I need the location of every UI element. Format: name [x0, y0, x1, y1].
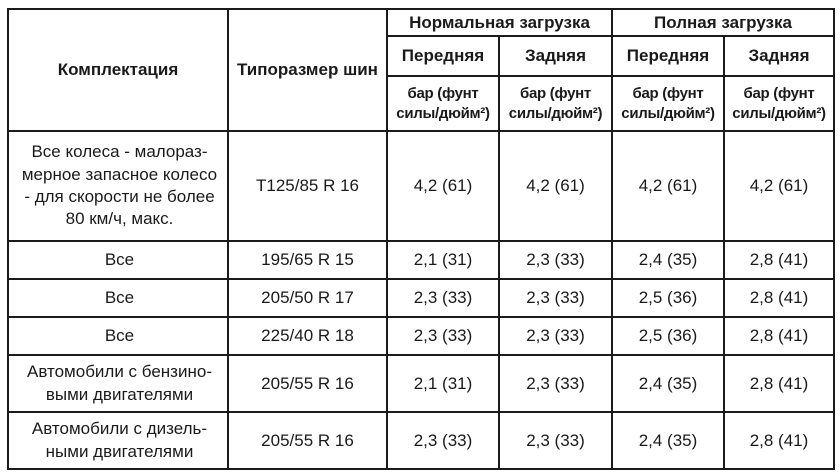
pressure-cell: 4,2 (61)	[499, 131, 612, 241]
pressure-cell: 2,5 (36)	[612, 279, 724, 317]
table-body	[8, 131, 834, 469]
pressure-cell: 2,1 (31)	[387, 355, 499, 412]
pressure-cell: 2,4 (35)	[612, 412, 724, 469]
table-row	[8, 131, 834, 241]
pressure-cell: 2,3 (33)	[499, 241, 612, 279]
tire-size-cell: 205/55 R 16	[228, 355, 387, 412]
table-header	[8, 9, 834, 131]
header-unit-full-rear: бар (фунт силы/дюйм²)	[724, 76, 834, 131]
config-cell: Все	[8, 279, 228, 317]
header-group-normal-load: Нормальная загрузка	[387, 9, 612, 36]
config-cell: Автомобили с бензиновыми двигателями	[8, 355, 228, 412]
header-normal-rear: Задняя	[499, 36, 612, 76]
header-group-full-load: Полная загрузка	[612, 9, 834, 36]
tire-size-cell: 195/65 R 15	[228, 241, 387, 279]
table-row	[8, 279, 834, 317]
config-cell: Все	[8, 317, 228, 355]
config-cell: Автомобили с дизельными двигателями	[8, 412, 228, 469]
pressure-cell: 2,3 (33)	[499, 317, 612, 355]
table-row	[8, 241, 834, 279]
table-row	[8, 355, 834, 412]
table-row	[8, 317, 834, 355]
pressure-cell: 2,3 (33)	[499, 279, 612, 317]
pressure-cell: 2,3 (33)	[499, 412, 612, 469]
pressure-cell: 2,4 (35)	[612, 241, 724, 279]
header-configuration: Комплектация	[8, 9, 228, 131]
pressure-cell: 2,8 (41)	[724, 317, 834, 355]
pressure-cell: 2,8 (41)	[724, 355, 834, 412]
tire-size-cell: T125/85 R 16	[228, 131, 387, 241]
pressure-cell: 4,2 (61)	[612, 131, 724, 241]
header-normal-front: Передняя	[387, 36, 499, 76]
config-cell: Все колеса - малоразмерное запасное колесо - для скорости не более 80 км/ч, макс.	[8, 131, 228, 241]
pressure-cell: 4,2 (61)	[387, 131, 499, 241]
pressure-cell: 2,3 (33)	[387, 317, 499, 355]
header-unit-normal-rear: бар (фунт силы/дюйм²)	[499, 76, 612, 131]
tire-size-cell: 225/40 R 18	[228, 317, 387, 355]
tire-pressure-table	[7, 8, 835, 470]
tire-size-cell: 205/55 R 16	[228, 412, 387, 469]
header-unit-normal-front: бар (фунт силы/дюйм²)	[387, 76, 499, 131]
pressure-cell: 2,1 (31)	[387, 241, 499, 279]
header-full-front: Передняя	[612, 36, 724, 76]
table-row	[8, 412, 834, 469]
pressure-cell: 2,8 (41)	[724, 241, 834, 279]
pressure-cell: 2,8 (41)	[724, 412, 834, 469]
header-unit-full-front: бар (фунт силы/дюйм²)	[612, 76, 724, 131]
pressure-cell: 2,8 (41)	[724, 279, 834, 317]
pressure-cell: 2,3 (33)	[499, 355, 612, 412]
header-tire-size: Типоразмер шин	[228, 9, 387, 131]
header-full-rear: Задняя	[724, 36, 834, 76]
pressure-cell: 2,3 (33)	[387, 412, 499, 469]
pressure-cell: 4,2 (61)	[724, 131, 834, 241]
pressure-cell: 2,3 (33)	[387, 279, 499, 317]
config-cell: Все	[8, 241, 228, 279]
pressure-cell: 2,4 (35)	[612, 355, 724, 412]
tire-size-cell: 205/50 R 17	[228, 279, 387, 317]
pressure-cell: 2,5 (36)	[612, 317, 724, 355]
